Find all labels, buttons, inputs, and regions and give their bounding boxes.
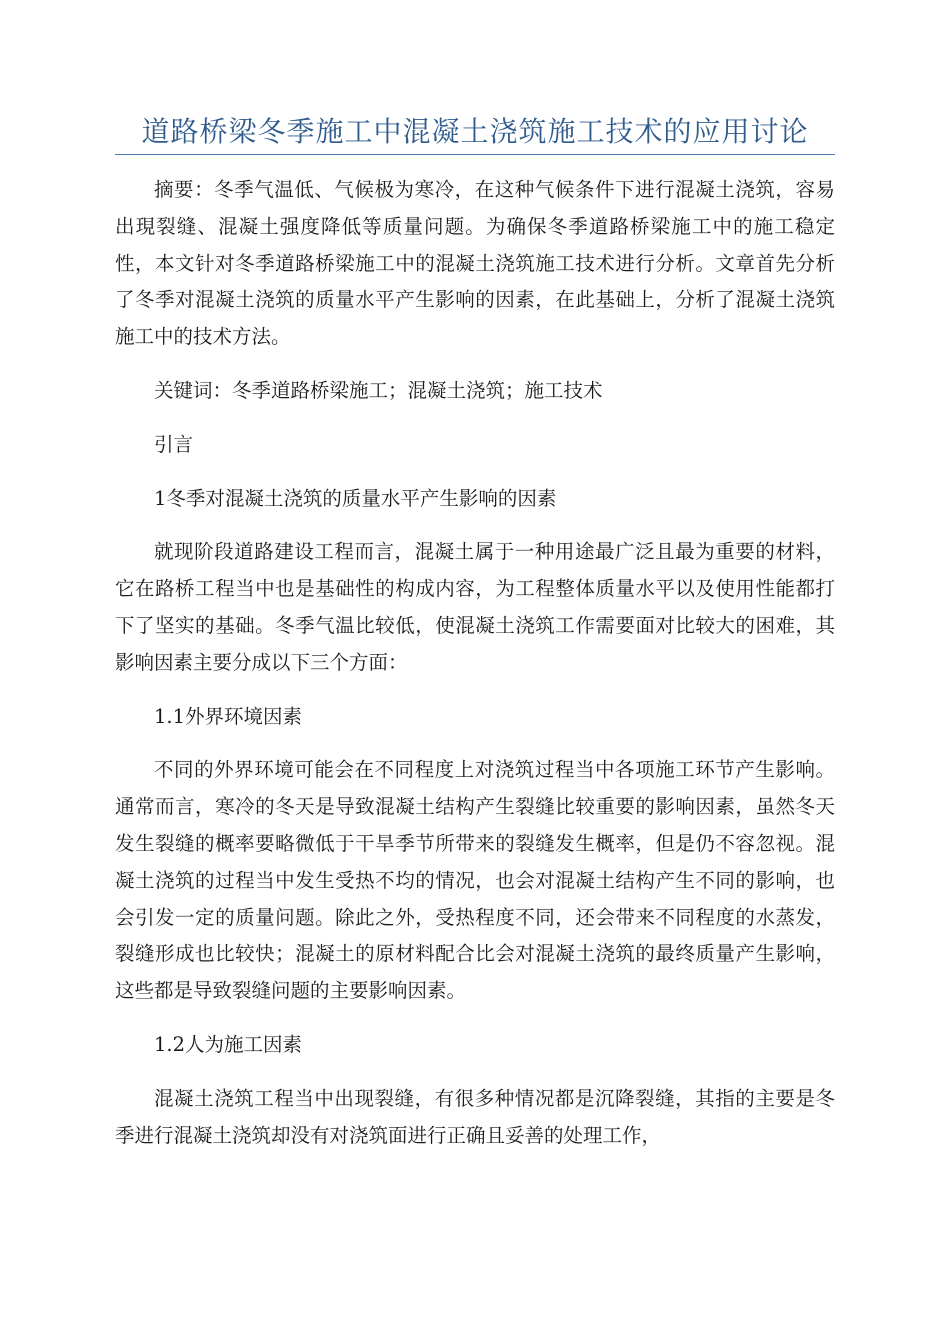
section-1-paragraph: 就现阶段道路建设工程而言，混凝土属于一种用途最广泛且最为重要的材料，它在路桥工程当中也是基础性的构成内容，为工程整体质量水平以及使用性能都打下了坚实的基础。冬季气温比较低，使混凝土浇筑工作需要面对比较大的困难，其影响因素主要分成以下三个方面： (115, 540, 835, 674)
section-1-1-paragraph: 不同的外界环境可能会在不同程度上对浇筑过程当中各项施工环节产生影响。通常而言，寒冷的冬天是导致混凝土结构产生裂缝比较重要的影响因素，虽然冬天发生裂缝的概率要略微低于干旱季节所带来的裂缝发生概率，但是仍不容忽视。混凝土浇筑的过程当中发生受热不均的情况，也会对混凝土结构产生不同的影响，也会引发一定的质量问题。除此之外，受热程度不同，还会带来不同程度的水蒸发，裂缝形成也比较快；混凝土的原材料配合比会对混凝土浇筑的最终质量产生影响，这些都是导致裂缝问题的主要影响因素。 (115, 758, 835, 1003)
abstract-paragraph: 摘要：冬季气温低、气候极为寒冷，在这种气候条件下进行混凝土浇筑，容易出現裂缝、混凝土强度降低等质量问题。为确保冬季道路桥梁施工中的施工稳定性，本文针对冬季道路桥梁施工中的混凝土浇筑施工技术进行分析。文章首先分析了冬季对混凝土浇筑的质量水平产生影响的因素，在此基础上，分析了混凝土浇筑施工中的技术方法。 (115, 178, 835, 349)
intro-heading: 引言 (154, 432, 194, 456)
title-underline (115, 154, 835, 155)
section-1-1-heading: 1.1外界环境因素 (154, 704, 303, 728)
section-1-heading: 1冬季对混凝土浇筑的质量水平产生影响的因素 (154, 486, 557, 510)
section-1-2-paragraph: 混凝土浇筑工程当中出现裂缝，有很多种情况都是沉降裂缝，其指的主要是冬季进行混凝土浇筑却没有对浇筑面进行正确且妥善的处理工作， (115, 1086, 835, 1147)
keywords-line: 关键词：冬季道路桥梁施工；混凝土浇筑；施工技术 (154, 378, 603, 402)
section-1-2-heading: 1.2人为施工因素 (154, 1032, 303, 1056)
document-title: 道路桥梁冬季施工中混凝土浇筑施工技术的应用讨论 (141, 115, 809, 148)
document-body (115, 172, 835, 1171)
